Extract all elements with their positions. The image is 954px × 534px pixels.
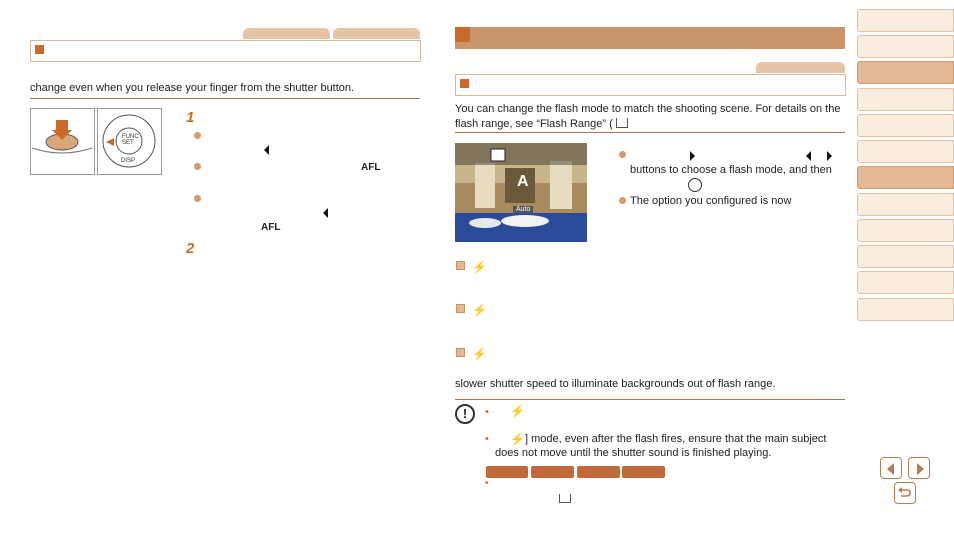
left-arrow-icon <box>806 151 811 161</box>
flash-intro-text <box>455 102 847 132</box>
sidebar-tab-9[interactable] <box>857 219 954 242</box>
afl-icon: AFL <box>361 162 381 173</box>
sidebar-tab-6[interactable] <box>857 140 954 163</box>
mode-tab-2 <box>333 28 420 39</box>
previous-page-button[interactable] <box>880 457 902 479</box>
slow-synchro-marker <box>456 348 465 357</box>
flash-on-icon: ⚡ <box>472 303 487 317</box>
right-divider <box>455 132 845 133</box>
chevron-right-icon <box>917 463 924 475</box>
instruction-bullet-1 <box>619 151 626 158</box>
sidebar-tab-11[interactable] <box>857 271 954 294</box>
caution-bullet-2: • <box>485 433 489 445</box>
disp-label: DISP <box>121 158 136 164</box>
mode-tag-3 <box>577 466 620 478</box>
flash-mode-subheader <box>455 74 846 96</box>
caution-divider-top <box>455 399 845 400</box>
slow-synchro-icon: ⚡ <box>510 404 525 418</box>
instruction-line-2: buttons to choose a flash mode, and then <box>630 164 832 176</box>
step-1-number: 1 <box>186 109 195 126</box>
section-marker-icon <box>35 45 44 54</box>
left-arrow-icon <box>323 208 328 218</box>
return-arrow-icon <box>895 483 914 502</box>
step1-bullet-2 <box>194 163 201 170</box>
flash-section-title-bar <box>455 27 845 49</box>
step-2-number: 2 <box>186 240 195 257</box>
caution-line-2: ] mode, even after the flash fires, ensure that the main subject <box>525 433 827 445</box>
mode-tag-1 <box>486 466 528 478</box>
section-marker-icon <box>455 27 470 42</box>
left-divider <box>30 98 420 99</box>
caution-line-3: does not move until the shutter sound is finished playing. <box>495 447 772 459</box>
flash-intro: You can change the flash mode to match the shooting scene. For details on the flash range, see “Flash Range” ( <box>455 103 841 130</box>
left-arrow-icon <box>264 145 269 155</box>
section-marker-icon <box>460 79 469 88</box>
step1-bullet-1 <box>194 132 201 139</box>
right-arrow-icon <box>827 151 832 161</box>
return-button[interactable] <box>894 482 916 504</box>
left-body-text: change even when you release your finger from the shutter button. <box>30 82 355 94</box>
camera-illustration <box>30 108 162 175</box>
mode-tab-1 <box>243 28 330 39</box>
book-icon <box>616 118 628 128</box>
sidebar-tab-2[interactable] <box>857 35 954 58</box>
afl-icon: AFL <box>261 222 281 233</box>
right-arrow-icon <box>690 151 695 161</box>
slow-synchro-icon: ⚡ <box>472 347 487 361</box>
flash-auto-icon: ⚡ <box>472 260 487 274</box>
chevron-left-icon <box>887 463 894 475</box>
caution-icon: ! <box>455 404 475 424</box>
func-set-label: FUNC SET <box>122 134 139 146</box>
sidebar-tab-10[interactable] <box>857 245 954 268</box>
sidebar-tab-3[interactable] <box>857 61 954 84</box>
next-page-button[interactable] <box>908 457 930 479</box>
note-bullet: • <box>485 478 489 489</box>
sidebar-tab-12[interactable] <box>857 298 954 321</box>
flash-auto-marker <box>456 261 465 270</box>
sidebar-tab-4[interactable] <box>857 88 954 111</box>
caution-bullet-1: • <box>485 406 489 418</box>
screen-auto-label: Auto <box>513 206 533 213</box>
mode-tag-4 <box>622 466 665 478</box>
flash-on-marker <box>456 304 465 313</box>
mode-tag-2 <box>531 466 574 478</box>
screen-flash-auto-glyph: A <box>517 173 529 190</box>
slow-synchro-icon: ⚡ <box>510 432 525 446</box>
sidebar-tab-7[interactable] <box>857 166 954 189</box>
left-section-header <box>30 40 421 62</box>
step1-bullet-3 <box>194 195 201 202</box>
option-configured-text: The option you configured is now <box>630 195 792 207</box>
camera-screen-photo <box>455 143 587 242</box>
instruction-bullet-2 <box>619 197 626 204</box>
mode-tab-3 <box>756 62 845 73</box>
func-set-button-icon <box>688 178 702 192</box>
sidebar-tab-1[interactable] <box>857 9 954 32</box>
slow-synchro-text: slower shutter speed to illuminate backgrounds out of flash range. <box>455 378 776 390</box>
sidebar-tab-8[interactable] <box>857 193 954 216</box>
sidebar-tab-5[interactable] <box>857 114 954 137</box>
book-icon <box>559 494 571 503</box>
